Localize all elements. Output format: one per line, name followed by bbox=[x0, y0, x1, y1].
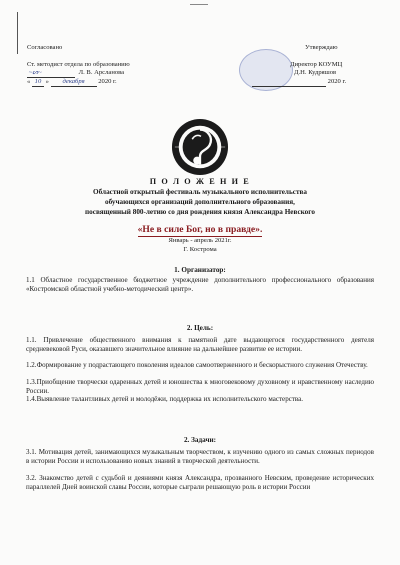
approval-left-date: « 10 » декабря 2020 г. bbox=[27, 78, 117, 85]
section-paragraph: 1.4.Выявление талантливых детей и молодёжи, поддержка их исполнительского мастерства. bbox=[26, 395, 304, 403]
approval-right-name: Д.Н. Кудряшов bbox=[294, 69, 337, 76]
section-paragraph: 3.1. Мотивация детей, занимающихся музыкальным творчеством, к изучению одного из самых сложных периодов в истории России и использованию новых знаний в творческой деятельности. bbox=[26, 448, 374, 465]
festival-city: Г. Кострома bbox=[183, 245, 217, 253]
approval-right-position: Директор КОУМЦ bbox=[290, 61, 343, 68]
approval-left-name: Л. В. Арсланова bbox=[78, 69, 125, 76]
approval-right-label: Утверждаю bbox=[305, 44, 338, 51]
approval-left-label: Согласовано bbox=[27, 44, 63, 51]
approval-left-signature bbox=[27, 69, 124, 78]
section-paragraph: 1.2.Формирование у подрастающего поколения идеалов самоотверженного и бескорыстного служения Отечеству. bbox=[26, 361, 368, 369]
document-subtitle: Областной открытый фестиваль музыкального исполнительства обучающихся организаций дополнительного образования, посвященный 800-летию со дня рождения князя Александра Невского bbox=[85, 188, 315, 216]
section-heading: 2. Задачи: bbox=[183, 436, 217, 444]
approval-left-position: Ст. методист отдела по образованию bbox=[27, 61, 130, 68]
approval-right-date: 2020 г. bbox=[252, 78, 346, 87]
section-heading: 2. Цель: bbox=[186, 324, 214, 332]
section-paragraph: 3.2. Знакомство детей с судьбой и деяниями князя Александра, прозванного Невским, проведение исторических параллелей Дней воинской славы России, которые сыграли решающую роль в истории России bbox=[26, 474, 374, 491]
scan-edge-mark bbox=[190, 0, 208, 5]
section-paragraph: 1.1. Привлечение общественного внимания к памятной дате выдающегося государственного деятеля средневековой Руси, оказавшего значительное влияние на дальнейшее развитие ее истории. bbox=[26, 336, 374, 353]
festival-period: Январь - апрель 2021г. Г. Кострома bbox=[20, 237, 380, 254]
date-month: декабря bbox=[51, 78, 97, 87]
signature-scribble: ~ᔕ~ bbox=[27, 69, 75, 78]
section-heading: 1. Организатор: bbox=[174, 266, 226, 274]
staple-mark bbox=[17, 12, 18, 54]
date-day: 10 bbox=[32, 78, 44, 87]
section-paragraph: 1.3.Приобщение творчески одаренных детей и юношества к многовековому духовному и нравственному наследию России. bbox=[26, 378, 374, 395]
festival-slogan: «Не в силе Бог, но в правде». bbox=[137, 224, 263, 235]
section-paragraph: 1.1 Областное государственное бюджетное учреждение дополнительного профессионального образования «Костромской областной учебно-методический центр». bbox=[26, 276, 374, 293]
document-title: П О Л О Ж Е Н И Е bbox=[149, 177, 251, 186]
music-college-emblem-icon bbox=[171, 118, 229, 176]
